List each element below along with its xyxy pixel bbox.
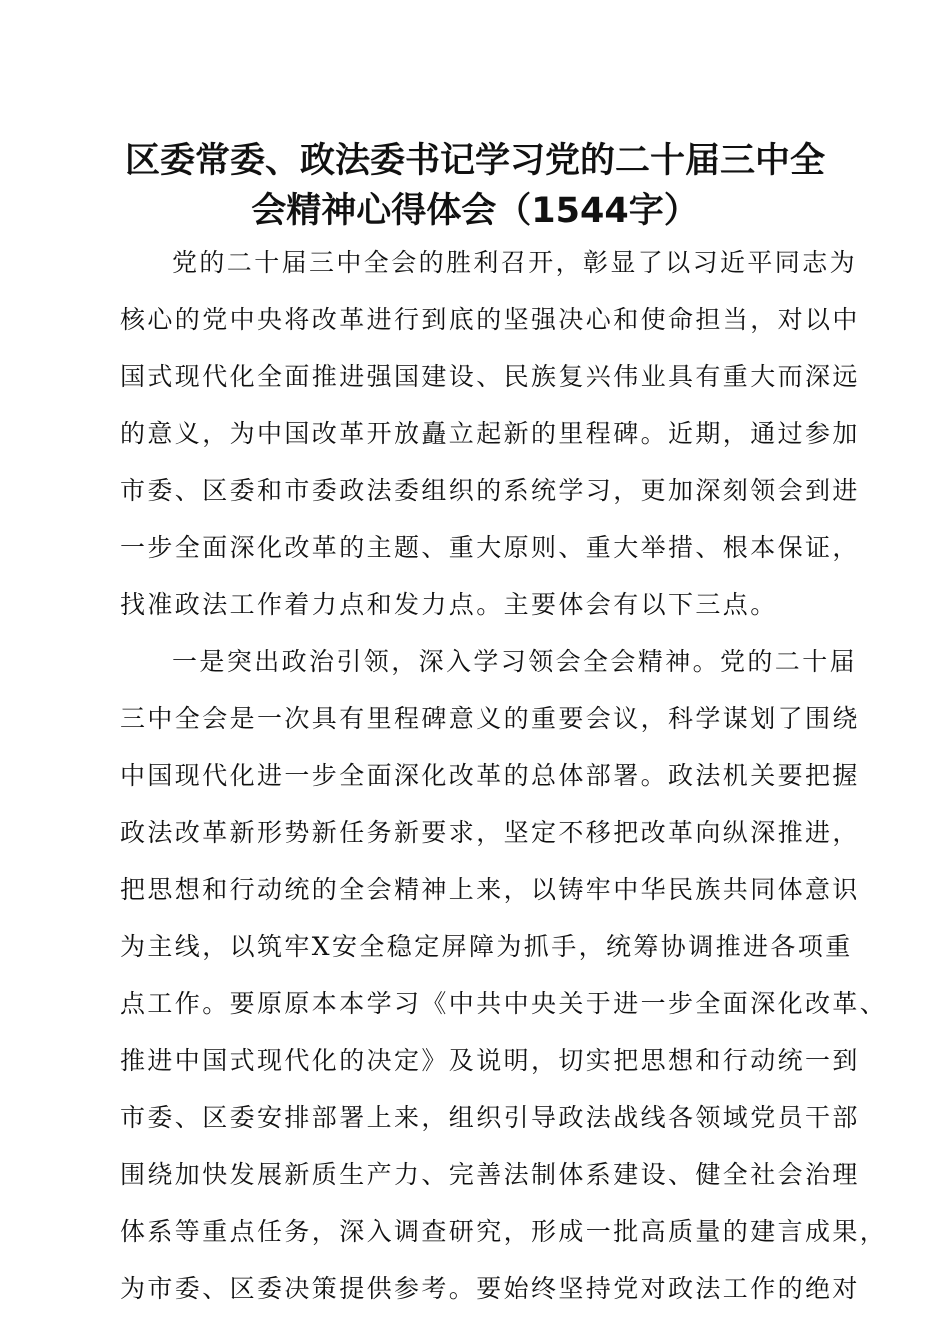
paragraph-line: 把思想和行动统的全会精神上来，以铸牢中华民族共同体意识: [120, 875, 860, 904]
document-body: [120, 234, 888, 1317]
paragraph-line: 一步全面深化改革的主题、重大原则、重大举措、根本保证，: [120, 533, 860, 562]
paragraph-line: 国式现代化全面推进强国建设、民族复兴伟业具有重大而深远: [120, 362, 860, 391]
paragraph-line: 推进中国式现代化的决定》及说明，切实把思想和行动统一到: [120, 1046, 860, 1075]
paragraph-1: [120, 234, 860, 633]
paragraph-line: 市委、区委和市委政法委组织的系统学习，更加深刻领会到进: [120, 476, 860, 505]
paragraph-2: [120, 633, 888, 1317]
paragraph-line: 点工作。要原原本本学习《中共中央关于进一步全面深化改革、: [120, 989, 888, 1018]
paragraph-line: 一是突出政治引领，深入学习领会全会精神。党的二十届: [172, 647, 858, 676]
paragraph-line: 核心的党中央将改革进行到底的坚强决心和使命担当，对以中: [120, 305, 860, 334]
title-line-1: 区委常委、政法委书记学习党的二十届三中全: [124, 141, 825, 181]
title-line-2: 会精神心得体会（1544字）: [251, 191, 699, 231]
paragraph-line: 找准政法工作着力点和发力点。主要体会有以下三点。: [120, 590, 778, 619]
paragraph-line: 三中全会是一次具有里程碑意义的重要会议，科学谋划了围绕: [120, 704, 860, 733]
paragraph-line: 为主线，以筑牢X安全稳定屏障为抓手，统筹协调推进各项重: [120, 932, 853, 961]
paragraph-line: 市委、区委安排部署上来，组织引导政法战线各领域党员干部: [120, 1103, 860, 1132]
paragraph-line: 为市委、区委决策提供参考。要始终坚持党对政法工作的绝对: [120, 1274, 860, 1303]
paragraph-line: 中国现代化进一步全面深化改革的总体部署。政法机关要把握: [120, 761, 860, 790]
paragraph-line: 的意义，为中国改革开放矗立起新的里程碑。近期，通过参加: [120, 419, 860, 448]
paragraph-line: 体系等重点任务，深入调查研究，形成一批高质量的建言成果，: [120, 1217, 888, 1246]
paragraph-line: 围绕加快发展新质生产力、完善法制体系建设、健全社会治理: [120, 1160, 860, 1189]
paragraph-line: 政法改革新形势新任务新要求，坚定不移把改革向纵深推进，: [120, 818, 860, 847]
paragraph-line: 党的二十届三中全会的胜利召开，彰显了以习近平同志为: [172, 248, 858, 277]
document-title: [110, 136, 840, 236]
